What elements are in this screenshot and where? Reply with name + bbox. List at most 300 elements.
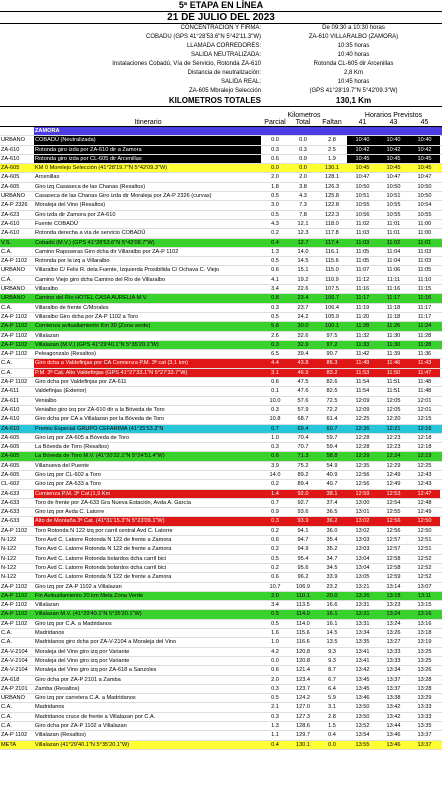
table-row: [0, 536, 442, 545]
row-description: Villalazan (M.V.) (GPS 41°29'40.1"N 5°35'20.1"W): [35, 341, 159, 348]
row-faltan: 34.5: [326, 564, 338, 571]
row-location: ZA-610: [1, 406, 20, 413]
row-time-43: 12:05: [386, 397, 401, 404]
table-row: [0, 276, 442, 285]
row-time-45: 12:18: [417, 434, 432, 441]
row-parcial: 0.7: [271, 425, 279, 432]
table-row: [0, 332, 442, 341]
row-time-45: [409, 127, 440, 135]
row-location: ZA-P 1102: [1, 732, 28, 739]
row-time-43: 10:40: [378, 136, 409, 144]
row-faltan: 60.7: [326, 425, 338, 432]
row-time-45: 12:25: [417, 462, 432, 469]
row-total: 93.9: [289, 517, 317, 525]
table-row: [0, 555, 442, 564]
row-parcial: 0.9: [271, 509, 279, 516]
row-total: 57.6: [297, 397, 309, 404]
row-faltan: 9.3: [328, 648, 336, 655]
row-time-43: 13:27: [386, 639, 401, 646]
row-time-41: 12:09: [355, 406, 370, 413]
row-time-43: 12:54: [386, 499, 401, 506]
row-time-41: 13:02: [355, 527, 370, 534]
table-row: [0, 629, 442, 638]
row-time-43: 13:38: [386, 695, 401, 702]
row-time-43: 11:46: [378, 359, 409, 367]
row-parcial: 1.3: [271, 248, 279, 255]
row-faltan: 16.6: [326, 602, 338, 609]
row-parcial: 0.3: [271, 685, 279, 692]
row-faltan: 59.4: [326, 444, 338, 451]
row-parcial: 0.5: [271, 313, 279, 320]
row-location: URBANO: [1, 267, 25, 274]
row-total: 0.0: [299, 165, 307, 172]
row-description: Moraleja del Vino giro izq por Variante: [35, 657, 130, 664]
row-time-41: 10:55: [355, 202, 370, 209]
row-time-45: 12:52: [417, 574, 432, 581]
row-total: 123.7: [296, 685, 310, 692]
table-row: [0, 387, 442, 396]
row-time-41: 11:20: [355, 313, 370, 320]
row-location: ZA-605: [1, 462, 20, 469]
row-faltan: 35.2: [326, 546, 338, 553]
row-description: Toro Rotonda N 122 izq por carril central Avd C. Latorre: [35, 527, 173, 534]
row-time-43: 11:18: [386, 304, 401, 311]
row-time-41: 11:54: [355, 388, 370, 395]
row-time-45: 13:33: [417, 713, 432, 720]
row-location: N-122: [1, 546, 17, 553]
row-time-43: 12:58: [386, 564, 401, 571]
row-description: Madridanos giro dcha por ZA-V-2104 a Moraleja del Vino: [35, 639, 177, 646]
row-time-45: 12:51: [417, 537, 432, 544]
row-time-41: 11:53: [347, 369, 378, 377]
row-description: Giro izq por C.A. a Madridanos: [35, 620, 112, 627]
row-parcial: 2.6: [271, 332, 279, 339]
row-description: Madridanos cruce de frente a Villalazan por C.A.: [35, 713, 156, 720]
row-total: 93.6: [297, 509, 309, 516]
table-row: [0, 443, 442, 452]
row-parcial: 1.0: [271, 434, 279, 441]
row-description: Venialbo: [35, 397, 57, 404]
row-time-41: 13:31: [355, 602, 370, 609]
row-description: Comienza avituallamiento Km 30 (Zona verde): [35, 323, 151, 330]
row-location: ZA-605: [1, 434, 20, 441]
info-row: [0, 33, 442, 42]
row-description: Camino Raposeras Giro dcha dir Villaralbo por ZA-P 1102: [35, 248, 179, 255]
table-row: [0, 564, 442, 573]
row-faltan: 117.4: [325, 239, 339, 246]
row-time-43: 13:46: [386, 732, 401, 739]
row-time-45: 13:11: [417, 592, 432, 599]
info-value: Rotonda CL-605 dir Arcenillas: [313, 61, 394, 67]
row-description: Moraleja del Vino giro izq por Variante: [35, 648, 130, 655]
row-faltan: 2.5: [328, 146, 336, 153]
row-time-43: 11:51: [386, 379, 401, 386]
info-row: [0, 69, 442, 78]
table-row: [0, 211, 442, 220]
row-time-45: 12:51: [417, 546, 432, 553]
row-location: C.A.: [1, 704, 12, 711]
row-time-41: 13:50: [355, 713, 370, 720]
row-total: 75.2: [297, 462, 309, 469]
row-time-45: 13:16: [417, 620, 432, 627]
row-total: 12.1: [297, 220, 309, 227]
row-location: URBANO: [1, 286, 25, 293]
row-total: 116.6: [296, 639, 310, 646]
table-row: [0, 490, 442, 499]
row-time-43: 12:05: [386, 406, 401, 413]
row-parcial: 6.5: [271, 351, 279, 358]
row-time-43: 13:18: [386, 592, 401, 599]
col-parcial: Parcial: [264, 119, 286, 126]
row-location: C.A.: [1, 369, 12, 376]
row-parcial: 0.2: [271, 527, 279, 534]
row-parcial: 0.1: [271, 388, 279, 395]
row-time-43: 12:49: [386, 471, 401, 478]
row-time-43: [378, 127, 409, 135]
row-location: ZA-633: [1, 518, 20, 525]
row-location: C.A.: [1, 723, 12, 729]
page-title: 5ª ETAPA EN LÍNEA: [178, 0, 264, 10]
row-faltan: 130.1: [325, 165, 339, 172]
table-row: [0, 583, 442, 592]
table-row: [0, 545, 442, 554]
row-time-41: 11:16: [355, 286, 370, 293]
row-description: Toro Avd C. Latorre Rotonda N 122 de frente a Zamora: [35, 574, 172, 581]
row-time-45: 11:03: [417, 248, 432, 255]
row-time-43: 13:33: [386, 648, 401, 655]
row-time-43: 10:50: [386, 183, 401, 190]
row-parcial: 0.0: [271, 137, 279, 144]
row-location: ZA-P 1102: [1, 602, 28, 609]
row-time-43: 13:42: [386, 713, 401, 720]
row-time-45: 12:01: [417, 406, 432, 413]
row-location: ZA-P 1102: [1, 379, 28, 386]
row-time-45: 13:25: [417, 648, 432, 655]
table-row: [0, 397, 442, 406]
row-description: Valdefinjas (Exterior): [35, 388, 87, 395]
row-location: ZA-P 1102: [1, 527, 28, 534]
row-description: Toro Avd C. Latorre Rotonda bolardos dcha carril bici: [35, 564, 167, 571]
row-time-41: 13:46: [355, 695, 370, 702]
row-time-41: 12:25: [355, 416, 370, 423]
row-total: 92.7: [297, 499, 309, 506]
row-parcial: 0.4: [271, 741, 279, 748]
table-row: [0, 378, 442, 387]
table-row: [0, 517, 442, 526]
table-row: [0, 146, 442, 155]
row-description: Villaralbo C/ Felix R. dela Fuente, Izquierda Prosibilida C/ Ochava C. Viejo: [35, 267, 220, 274]
row-total: 19.2: [297, 276, 309, 283]
row-faltan: 36.2: [317, 517, 347, 525]
row-time-41: 11:49: [347, 359, 378, 367]
row-time-43: 13:26: [386, 630, 401, 637]
table-row: [0, 313, 442, 322]
row-parcial: 4.1: [271, 276, 279, 283]
table-row: [0, 731, 442, 740]
table-row: [0, 638, 442, 647]
row-location: N-122: [1, 564, 17, 571]
row-faltan: 86.3: [317, 359, 347, 367]
row-faltan: 40.9: [326, 471, 338, 478]
row-time-41: 11:17: [355, 295, 370, 302]
row-location: ZA-P 1102: [1, 351, 28, 358]
row-parcial: 0.3: [271, 304, 279, 311]
col-total: Total: [295, 119, 311, 126]
row-time-45: 11:01: [417, 239, 432, 246]
row-time-43: 11:30: [386, 341, 401, 348]
row-time-41: 10:45: [355, 165, 370, 172]
row-time-43: 12:23: [386, 444, 401, 451]
row-time-41: 11:42: [355, 351, 370, 358]
table-row: [0, 471, 442, 480]
row-parcial: [261, 127, 289, 135]
row-description: Giro dcha a Valdefinjas por CA Comienza P.M. 3ª cat (3,1 km): [34, 359, 261, 367]
row-location: C.A.: [1, 630, 12, 637]
info-row: [0, 24, 442, 33]
row-faltan: 82.6: [326, 379, 338, 386]
row-time-41: 12:28: [355, 434, 370, 441]
row-description: Comienza P.M. 3ª Cat.|1,9 Km: [34, 490, 261, 498]
row-description: Villalazan (41°29'40.1"N 5°35'20.1"W): [35, 741, 130, 748]
row-parcial: 0.2: [271, 230, 279, 237]
row-location: ZA-V-2104: [1, 667, 28, 674]
row-faltan: 34.7: [326, 555, 338, 562]
row-description: Villalazan (Resaltos): [35, 732, 86, 739]
row-faltan: 58.8: [326, 453, 338, 460]
row-total: 94.7: [297, 537, 309, 544]
row-faltan: 13.5: [326, 639, 338, 646]
row-time-43: 12:57: [386, 546, 401, 553]
row-faltan: 54.9: [326, 462, 338, 469]
row-location: ZA-605: [1, 453, 20, 460]
row-faltan: 116.1: [325, 248, 339, 255]
row-total: 23.7: [297, 304, 309, 311]
table-row: [0, 508, 442, 517]
row-total: 121.4: [296, 667, 310, 674]
row-faltan: 1.5: [328, 723, 336, 729]
row-faltan: 16.1: [326, 620, 338, 627]
row-time-41: 11:05: [355, 248, 370, 255]
table-row: [0, 694, 442, 703]
info-label: CONCENTRACIÓN Y FIRMA:: [180, 25, 261, 31]
row-total: 95.6: [297, 564, 309, 571]
row-faltan: 37.4: [326, 499, 338, 506]
km-total-value: 130,1 Km: [335, 96, 372, 105]
row-time-45: 11:17: [417, 313, 432, 320]
row-description: Fin Avituallamiento 20 km Meta Zona Verde: [35, 592, 144, 599]
row-description: Giro izq por CL-602 a Toro: [35, 471, 101, 478]
row-total: 43.8: [289, 359, 317, 367]
table-row: [0, 173, 442, 182]
row-description: Villaralbo: [35, 286, 58, 293]
row-total: 15.1: [297, 267, 309, 274]
row-parcial: 4.3: [271, 220, 279, 227]
row-description: Alto de Montaña 3ª Cat. (41°31'15.3"N 5°23'09.1"W): [34, 517, 261, 525]
row-total: 120.8: [296, 648, 310, 655]
row-time-43: 11:11: [386, 276, 401, 283]
row-time-43: 13:14: [386, 583, 401, 590]
row-location: ZA-611: [1, 397, 19, 404]
row-parcial: 5.8: [271, 323, 279, 330]
row-faltan: 110.9: [325, 276, 339, 283]
row-time-41: 13:00: [355, 499, 370, 506]
row-description: Toro Avd C. Latorre Rotonda N 122 de frente a Zamora: [35, 537, 172, 544]
row-time-41: 13:04: [355, 564, 370, 571]
row-time-41: 13:55: [355, 741, 370, 748]
row-location: ZA-P 2326: [1, 202, 28, 209]
row-total: 24.2: [297, 313, 309, 320]
row-time-45: 13:07: [417, 583, 432, 590]
row-time-41: 11:12: [355, 276, 370, 283]
row-time-41: 12:56: [355, 481, 370, 488]
row-total: 47.5: [297, 379, 309, 386]
row-description: ZAMORA: [35, 128, 60, 134]
row-time-45: 12:01: [417, 397, 432, 404]
row-description: Rotonda derecha a vía de servicio COBADÚ: [35, 230, 146, 237]
row-total: 68.7: [297, 416, 309, 423]
row-time-41: 13:34: [355, 630, 370, 637]
row-total: 128.6: [296, 723, 310, 729]
row-description: KM 0 Morelejo Selección (41°28'19.7"N 5°42'09.3"W): [35, 165, 168, 172]
row-total: 114.0: [296, 611, 310, 618]
table-row: [0, 434, 442, 443]
row-total: 71.3: [297, 453, 309, 460]
row-total: 89.4: [297, 481, 309, 488]
row-time-43: 13:24: [386, 620, 401, 627]
row-time-41: 11:33: [355, 341, 370, 348]
row-parcial: 0.2: [271, 546, 279, 553]
row-time-41: 13:03: [355, 546, 370, 553]
row-time-45: 12:52: [417, 564, 432, 571]
row-parcial: 3.4: [271, 286, 279, 293]
row-description: Madridanos: [35, 704, 65, 711]
row-parcial: 0.6: [271, 453, 279, 460]
row-time-41: 10:50: [355, 183, 370, 190]
info-value: De 09:30 a 10:30 horas: [322, 25, 385, 31]
row-description: La Bóveda de Toro M.V. (41°20'32.1"N 5°24'51.4"W): [35, 453, 165, 460]
row-total: 69.4: [297, 425, 309, 432]
row-location: N-122: [1, 574, 17, 581]
row-total: 124.2: [296, 695, 310, 702]
row-total: 114.0: [296, 620, 310, 627]
row-time-43: 11:18: [386, 313, 401, 320]
row-total: [289, 127, 317, 135]
row-description: Peleagonzalo (Resaltos): [35, 351, 96, 358]
row-total: 70.4: [297, 434, 309, 441]
row-location: ZA-605: [1, 165, 20, 172]
row-faltan: 72.5: [326, 397, 338, 404]
row-parcial: 0.3: [271, 146, 279, 153]
row-parcial: 1.0: [271, 639, 279, 646]
row-time-45: 13:26: [417, 667, 432, 674]
row-time-41: 13:52: [355, 723, 370, 729]
row-parcial: 14.0: [269, 471, 281, 478]
row-faltan: 61.4: [326, 416, 338, 423]
row-total: 30.0: [297, 323, 309, 330]
row-location: C.A.: [1, 713, 12, 720]
row-time-41: 11:07: [355, 267, 370, 274]
row-description: Villalazan: [35, 602, 59, 609]
row-description: Casaseca de las Chanas Giro izda dir Moraleja por ZA-P 2326 (curvas): [35, 193, 212, 200]
row-time-45: 12:50: [409, 517, 440, 525]
row-parcial: 0.8: [271, 295, 279, 302]
row-time-43: 12:49: [386, 481, 401, 488]
row-total: 70.7: [297, 444, 309, 451]
row-location: ZA-618: [1, 676, 20, 683]
row-time-41: 10:51: [355, 193, 370, 200]
row-faltan: 36.5: [326, 509, 338, 516]
row-description: Cobadú (M.V.) (GPS 41°28'53.6"N 5°42'08.7"W): [35, 239, 155, 246]
row-time-45: 12:19: [417, 453, 432, 460]
table-row: [0, 499, 442, 508]
row-faltan: 1.9: [328, 155, 336, 162]
table-row: [0, 341, 442, 350]
row-total: 92.0: [289, 490, 317, 498]
row-location: ZA-P 1102: [1, 313, 28, 320]
row-time-45: 12:48: [417, 499, 432, 506]
row-time-43: 10:55: [386, 211, 401, 218]
row-description: Toro de frente por ZA-633 Gra Nueva Estación, Avda A. García: [35, 499, 191, 506]
info-label: SALIDA NEUTRALIZADA:: [190, 52, 261, 58]
row-faltan: 3.1: [328, 704, 336, 711]
row-time-41: 11:54: [355, 379, 370, 386]
row-faltan: 14.5: [326, 630, 338, 637]
row-total: 47.6: [297, 388, 309, 395]
row-parcial: 0.6: [271, 267, 279, 274]
row-time-45: 12:47: [409, 490, 440, 498]
row-parcial: 0.3: [271, 406, 279, 413]
stage-date: 21 DE JULIO DEL 2023: [0, 11, 442, 24]
info-row: [0, 42, 442, 51]
row-faltan: 82.5: [326, 388, 338, 395]
info-value: 10:40 horas: [337, 52, 370, 58]
row-time-43: 13:37: [386, 685, 401, 692]
row-time-43: 12:24: [386, 453, 401, 460]
row-time-43: 12:58: [386, 555, 401, 562]
row-faltan: 2.8: [328, 713, 336, 720]
table-row: [0, 657, 442, 666]
row-time-41: 13:31: [355, 611, 370, 618]
table-row: [0, 703, 442, 712]
row-faltan: 106.4: [325, 304, 339, 311]
row-faltan: 33.9: [326, 574, 338, 581]
row-location: URBANO: [1, 137, 25, 144]
row-parcial: 0.7: [271, 499, 279, 506]
row-parcial: 3.4: [271, 602, 279, 609]
row-description: Arcenillas: [35, 174, 60, 181]
table-row: [0, 257, 442, 266]
row-faltan: 5.9: [328, 695, 336, 702]
row-faltan: 105.9: [325, 313, 339, 320]
row-time-43: 10:45: [378, 155, 409, 163]
row-parcial: 0.6: [271, 379, 279, 386]
row-faltan: 128.1: [325, 174, 339, 181]
table-row: [0, 676, 442, 685]
row-parcial: 1.4: [261, 490, 289, 498]
row-location: ZA-P 1102: [1, 332, 28, 339]
row-time-45: 10:50: [417, 183, 432, 190]
info-row: [0, 78, 442, 87]
row-time-43: 11:50: [378, 369, 409, 377]
row-location: ZA-610: [1, 230, 20, 237]
row-time-43: 12:56: [386, 527, 401, 534]
table-row: [0, 192, 442, 201]
row-time-43: 11:39: [386, 351, 401, 358]
row-time-43: 11:26: [386, 323, 401, 330]
row-time-43: 11:04: [386, 258, 401, 265]
itinerary-table: [0, 127, 442, 750]
table-row: [0, 136, 442, 145]
